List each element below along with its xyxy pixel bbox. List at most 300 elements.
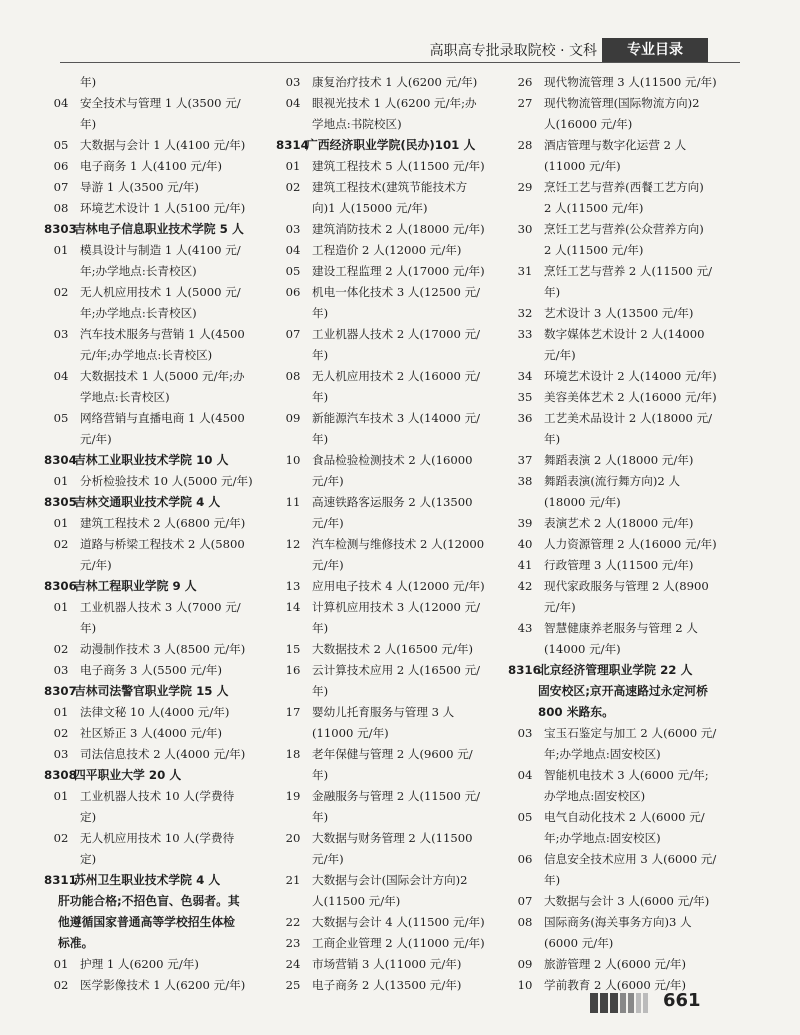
program-item: [508, 177, 720, 198]
school-code: 8307: [44, 684, 77, 698]
program-code: 36: [517, 411, 533, 425]
program-text: 人力资源管理 2 人(16000 元/年): [544, 537, 717, 551]
program-text: 汽车技术服务与营销 1 人(4500: [80, 327, 245, 341]
program-text: 导游 1 人(3500 元/年): [80, 180, 199, 194]
program-text: 医学影像技术 1 人(6200 元/年): [80, 978, 246, 992]
program-text: 智慧健康养老服务与管理 2 人: [544, 621, 698, 635]
program-text: 社区矫正 3 人(4000 元/年): [80, 726, 223, 740]
program-line-continued: [508, 429, 720, 450]
program-item: [44, 660, 260, 681]
program-text: 他遵循国家普通高等学校招生体检: [58, 915, 235, 929]
program-item: [508, 618, 720, 639]
program-line-continued: [508, 198, 720, 219]
school-heading: [508, 660, 720, 681]
program-code: 08: [53, 201, 69, 215]
program-text: 年;办学地点:长青校区): [80, 306, 197, 320]
program-item: [276, 324, 494, 345]
program-text: 工业机器人技术 10 人(学费待: [80, 789, 235, 803]
program-code: 14: [285, 600, 301, 614]
program-line-continued: [508, 492, 720, 513]
program-text: 食品检验检测技术 2 人(16000: [312, 453, 473, 467]
program-item: [44, 282, 260, 303]
program-code: 19: [285, 789, 301, 803]
program-item: [508, 807, 720, 828]
program-item: [44, 639, 260, 660]
program-code: 03: [285, 75, 301, 89]
program-code: 02: [53, 537, 69, 551]
program-code: 37: [517, 453, 533, 467]
school-code: 8311: [44, 873, 77, 887]
program-text: 智能机电技术 3 人(6000 元/年;: [544, 768, 709, 782]
program-text: 电气自动化技术 2 人(6000 元/: [544, 810, 705, 824]
program-code: 04: [285, 243, 301, 257]
program-text: 800 米路东。: [538, 705, 614, 719]
program-code: 07: [285, 327, 301, 341]
program-text: 模具设计与制造 1 人(4100 元/: [80, 243, 241, 257]
program-text: 烹饪工艺与营养(公众营养方向): [544, 222, 704, 236]
program-item: [276, 72, 494, 93]
program-item: [508, 954, 720, 975]
program-item: [508, 387, 720, 408]
program-code: 09: [285, 411, 301, 425]
program-text: 金融服务与管理 2 人(11500 元/: [312, 789, 481, 803]
program-item: [44, 744, 260, 765]
program-text: 大数据与会计 4 人(11500 元/年): [312, 915, 485, 929]
program-code: 33: [517, 327, 533, 341]
program-text: 年;办学地点:固安校区): [544, 747, 661, 761]
program-code: 07: [517, 894, 533, 908]
school-name: 吉林工程职业学院 9 人: [74, 579, 197, 593]
program-text: (18000 元/年): [544, 495, 621, 509]
program-text: 元/年): [312, 516, 344, 530]
program-code: 02: [285, 180, 301, 194]
school-code: 8306: [44, 579, 77, 593]
program-line-continued: [44, 849, 260, 870]
program-code: 02: [53, 831, 69, 845]
program-text: 烹饪工艺与营养(西餐工艺方向): [544, 180, 704, 194]
program-item: [508, 849, 720, 870]
program-code: 11: [285, 495, 301, 509]
program-item: [276, 975, 494, 996]
program-text: 大数据与会计(国际会计方向)2: [312, 873, 468, 887]
program-text: 大数据与财务管理 2 人(11500: [312, 831, 473, 845]
program-text: 工程造价 2 人(12000 元/年): [312, 243, 462, 257]
program-code: 04: [53, 96, 69, 110]
column-2: [276, 72, 494, 996]
program-text: 元/年;办学地点:长青校区): [80, 348, 213, 362]
program-text: 宝玉石鉴定与加工 2 人(6000 元/: [544, 726, 717, 740]
program-code: 01: [285, 159, 301, 173]
program-text: 网络营销与直播电商 1 人(4500: [80, 411, 245, 425]
program-text: (11000 元/年): [312, 726, 389, 740]
program-line-continued: [276, 387, 494, 408]
section-badge: 专业目录: [602, 38, 708, 62]
program-text: (6000 元/年): [544, 936, 614, 950]
program-item: [508, 366, 720, 387]
program-text: 建筑消防技术 2 人(18000 元/年): [312, 222, 485, 236]
program-line-continued: [44, 114, 260, 135]
program-text: 标准。: [58, 936, 94, 950]
program-text: 动漫制作技术 3 人(8500 元/年): [80, 642, 246, 656]
program-item: [508, 324, 720, 345]
program-item: [44, 513, 260, 534]
page-footer: [590, 990, 720, 1016]
program-code: 03: [53, 663, 69, 677]
footer-bars-decoration: [590, 993, 648, 1013]
program-line-continued: [508, 114, 720, 135]
program-item: [508, 723, 720, 744]
program-text: 婴幼儿托育服务与管理 3 人: [312, 705, 455, 719]
program-code: 06: [53, 159, 69, 173]
program-text: 舞蹈表演 2 人(18000 元/年): [544, 453, 694, 467]
program-line-continued: [44, 807, 260, 828]
school-code: 8304: [44, 453, 77, 467]
program-text: 法律文秘 10 人(4000 元/年): [80, 705, 230, 719]
program-line-continued: [508, 156, 720, 177]
program-text: 表演艺术 2 人(18000 元/年): [544, 516, 694, 530]
program-code: 03: [285, 222, 301, 236]
program-code: 15: [285, 642, 301, 656]
program-item: [508, 219, 720, 240]
program-item: [44, 723, 260, 744]
program-line-continued: [276, 513, 494, 534]
program-code: 43: [517, 621, 533, 635]
program-item: [44, 702, 260, 723]
program-item: [44, 135, 260, 156]
program-text: 烹饪工艺与营养 2 人(11500 元/: [544, 264, 713, 278]
program-item: [44, 828, 260, 849]
program-text: 年): [544, 432, 561, 446]
program-code: 22: [285, 915, 301, 929]
program-code: 28: [517, 138, 533, 152]
program-code: 31: [517, 264, 533, 278]
program-line-continued: [276, 849, 494, 870]
program-item: [276, 534, 494, 555]
program-code: 01: [53, 789, 69, 803]
program-text: (14000 元/年): [544, 642, 621, 656]
program-item: [276, 177, 494, 198]
program-item: [508, 72, 720, 93]
program-line-continued: [508, 639, 720, 660]
program-text: 年): [312, 348, 329, 362]
school-heading: [44, 765, 260, 786]
school-note: [44, 933, 260, 954]
program-code: 05: [517, 810, 533, 824]
program-text: 大数据与会计 3 人(6000 元/年): [544, 894, 710, 908]
program-text: 年;办学地点:固安校区): [544, 831, 661, 845]
school-name: 四平职业大学 20 人: [74, 768, 182, 782]
program-text: 年): [312, 432, 329, 446]
program-item: [44, 93, 260, 114]
program-code: 41: [517, 558, 533, 572]
program-item: [44, 954, 260, 975]
program-code: 02: [53, 978, 69, 992]
program-code: 42: [517, 579, 533, 593]
program-line-continued: [44, 72, 260, 93]
program-item: [44, 975, 260, 996]
program-code: 35: [517, 390, 533, 404]
program-code: 18: [285, 747, 301, 761]
program-code: 02: [53, 285, 69, 299]
program-code: 06: [285, 285, 301, 299]
header-title: 高职高专批录取院校 · 文科: [424, 40, 597, 60]
program-item: [276, 828, 494, 849]
program-text: 康复治疗技术 1 人(6200 元/年): [312, 75, 478, 89]
program-text: 办学地点:固安校区): [544, 789, 646, 803]
program-code: 23: [285, 936, 301, 950]
program-code: 01: [53, 516, 69, 530]
program-text: 现代物流管理(国际物流方向)2: [544, 96, 700, 110]
program-item: [508, 261, 720, 282]
program-code: 07: [53, 180, 69, 194]
program-text: 无人机应用技术 2 人(16000 元/: [312, 369, 481, 383]
program-text: 人(11500 元/年): [312, 894, 401, 908]
program-code: 10: [285, 453, 301, 467]
program-text: 大数据技术 1 人(5000 元/年;办: [80, 369, 245, 383]
program-code: 17: [285, 705, 301, 719]
program-line-continued: [276, 114, 494, 135]
program-item: [508, 912, 720, 933]
program-text: 工艺美术品设计 2 人(18000 元/: [544, 411, 713, 425]
program-item: [276, 933, 494, 954]
program-text: 年): [80, 621, 97, 635]
program-item: [276, 450, 494, 471]
program-line-continued: [44, 387, 260, 408]
column-1: [44, 72, 260, 996]
program-code: 24: [285, 957, 301, 971]
program-code: 04: [285, 96, 301, 110]
program-text: 国际商务(海关事务方向)3 人: [544, 915, 692, 929]
program-text: 2 人(11500 元/年): [544, 201, 644, 215]
program-text: 旅游管理 2 人(6000 元/年): [544, 957, 687, 971]
school-name: 吉林司法警官职业学院 15 人: [74, 684, 229, 698]
program-code: 01: [53, 474, 69, 488]
school-note: [44, 891, 260, 912]
program-item: [276, 240, 494, 261]
school-code: 8314: [276, 138, 309, 152]
school-name: 苏州卫生职业技术学院 4 人: [74, 873, 221, 887]
program-item: [276, 261, 494, 282]
program-item: [44, 471, 260, 492]
program-text: 肝功能合格;不招色盲、色弱者。其: [58, 894, 240, 908]
program-text: 定): [80, 852, 97, 866]
program-text: 建筑工程技术(建筑节能技术方: [312, 180, 468, 194]
program-code: 01: [53, 705, 69, 719]
program-item: [44, 324, 260, 345]
program-code: 01: [53, 957, 69, 971]
program-line-continued: [508, 744, 720, 765]
program-code: 10: [517, 978, 533, 992]
program-item: [508, 534, 720, 555]
program-line-continued: [508, 597, 720, 618]
program-code: 16: [285, 663, 301, 677]
program-item: [44, 177, 260, 198]
school-code: 8308: [44, 768, 77, 782]
program-text: 元/年): [80, 432, 112, 446]
program-item: [508, 576, 720, 597]
program-line-continued: [276, 891, 494, 912]
program-item: [276, 786, 494, 807]
program-line-continued: [276, 303, 494, 324]
program-text: 现代物流管理 3 人(11500 元/年): [544, 75, 717, 89]
program-text: 建筑工程技术 2 人(6800 元/年): [80, 516, 246, 530]
program-code: 05: [53, 138, 69, 152]
program-line-continued: [276, 765, 494, 786]
program-line-continued: [276, 429, 494, 450]
program-item: [276, 576, 494, 597]
program-text: 年): [544, 285, 561, 299]
program-text: 道路与桥梁工程技术 2 人(5800: [80, 537, 245, 551]
program-text: 年;办学地点:长青校区): [80, 264, 197, 278]
school-heading: [276, 135, 494, 156]
program-code: 03: [53, 327, 69, 341]
program-item: [44, 240, 260, 261]
program-text: 市场营销 3 人(11000 元/年): [312, 957, 462, 971]
program-text: 元/年): [312, 558, 344, 572]
program-text: 大数据与会计 1 人(4100 元/年): [80, 138, 246, 152]
school-heading: [44, 870, 260, 891]
program-text: 舞蹈表演(流行舞方向)2 人: [544, 474, 681, 488]
program-item: [508, 765, 720, 786]
program-code: 38: [517, 474, 533, 488]
program-text: 应用电子技术 4 人(12000 元/年): [312, 579, 485, 593]
program-code: 13: [285, 579, 301, 593]
program-line-continued: [508, 870, 720, 891]
program-item: [44, 597, 260, 618]
program-text: 数字媒体艺术设计 2 人(14000: [544, 327, 705, 341]
program-text: 年): [312, 390, 329, 404]
program-line-continued: [276, 345, 494, 366]
program-item: [276, 870, 494, 891]
school-heading: [44, 450, 260, 471]
program-line-continued: [276, 471, 494, 492]
school-note: [508, 702, 720, 723]
program-item: [276, 282, 494, 303]
program-code: 08: [517, 915, 533, 929]
column-3: [508, 72, 720, 996]
program-item: [508, 471, 720, 492]
school-heading: [44, 681, 260, 702]
program-text: 电子商务 2 人(13500 元/年): [312, 978, 462, 992]
program-code: 39: [517, 516, 533, 530]
program-code: 32: [517, 306, 533, 320]
program-item: [508, 891, 720, 912]
header-rule: [60, 62, 740, 63]
program-code: 03: [53, 747, 69, 761]
program-line-continued: [508, 828, 720, 849]
program-text: 行政管理 3 人(11500 元/年): [544, 558, 694, 572]
program-line-continued: [44, 618, 260, 639]
program-text: 汽车检测与维修技术 2 人(12000: [312, 537, 485, 551]
program-text: 司法信息技术 2 人(4000 元/年): [80, 747, 246, 761]
program-text: 无人机应用技术 1 人(5000 元/: [80, 285, 241, 299]
program-text: 护理 1 人(6200 元/年): [80, 957, 199, 971]
program-code: 02: [53, 642, 69, 656]
program-code: 05: [53, 411, 69, 425]
school-note: [508, 681, 720, 702]
program-text: 电子商务 1 人(4100 元/年): [80, 159, 223, 173]
program-code: 26: [517, 75, 533, 89]
school-heading: [44, 576, 260, 597]
program-text: 美容美体艺术 2 人(16000 元/年): [544, 390, 717, 404]
program-text: 工商企业管理 2 人(11000 元/年): [312, 936, 485, 950]
program-item: [276, 492, 494, 513]
program-text: (11000 元/年): [544, 159, 621, 173]
program-item: [508, 93, 720, 114]
program-line-continued: [44, 303, 260, 324]
program-item: [276, 93, 494, 114]
program-code: 12: [285, 537, 301, 551]
program-text: 年): [544, 873, 561, 887]
program-text: 定): [80, 810, 97, 824]
school-name: 吉林工业职业技术学院 10 人: [74, 453, 229, 467]
school-note: [44, 912, 260, 933]
program-code: 04: [53, 369, 69, 383]
program-text: 年): [80, 117, 97, 131]
program-text: 老年保健与管理 2 人(9600 元/: [312, 747, 473, 761]
program-item: [508, 513, 720, 534]
program-text: 工业机器人技术 3 人(7000 元/: [80, 600, 241, 614]
program-item: [508, 555, 720, 576]
program-code: 02: [53, 726, 69, 740]
program-text: 人(16000 元/年): [544, 117, 633, 131]
program-line-continued: [44, 345, 260, 366]
program-line-continued: [276, 618, 494, 639]
program-code: 40: [517, 537, 533, 551]
program-code: 08: [285, 369, 301, 383]
program-text: 环境艺术设计 2 人(14000 元/年): [544, 369, 717, 383]
program-text: 建筑工程技术 5 人(11500 元/年): [312, 159, 485, 173]
program-line-continued: [508, 345, 720, 366]
program-text: 元/年): [312, 474, 344, 488]
program-text: 元/年): [544, 348, 576, 362]
program-code: 29: [517, 180, 533, 194]
program-text: 大数据技术 2 人(16500 元/年): [312, 642, 474, 656]
program-text: 工业机器人技术 2 人(17000 元/: [312, 327, 481, 341]
program-text: 元/年): [80, 558, 112, 572]
program-item: [276, 954, 494, 975]
program-text: 高速铁路客运服务 2 人(13500: [312, 495, 473, 509]
program-item: [276, 660, 494, 681]
program-code: 20: [285, 831, 301, 845]
program-code: 01: [53, 600, 69, 614]
program-text: 年): [312, 684, 329, 698]
program-text: 环境艺术设计 1 人(5100 元/年): [80, 201, 246, 215]
program-item: [508, 408, 720, 429]
program-text: 无人机应用技术 10 人(学费待: [80, 831, 235, 845]
program-line-continued: [44, 555, 260, 576]
program-text: 年): [312, 768, 329, 782]
program-text: 向)1 人(15000 元/年): [312, 201, 428, 215]
program-line-continued: [508, 786, 720, 807]
program-line-continued: [276, 681, 494, 702]
program-item: [276, 912, 494, 933]
program-text: 计算机应用技术 3 人(12000 元/: [312, 600, 481, 614]
program-code: 27: [517, 96, 533, 110]
program-text: 年): [80, 75, 97, 89]
program-item: [276, 156, 494, 177]
program-code: 30: [517, 222, 533, 236]
school-heading: [44, 492, 260, 513]
program-item: [44, 408, 260, 429]
program-code: 01: [53, 243, 69, 257]
program-text: 固安校区;京开高速路过永定河桥: [538, 684, 708, 698]
program-item: [508, 135, 720, 156]
program-line-continued: [276, 198, 494, 219]
program-code: 21: [285, 873, 301, 887]
page-header: [0, 38, 800, 68]
school-code: 8316: [508, 663, 541, 677]
